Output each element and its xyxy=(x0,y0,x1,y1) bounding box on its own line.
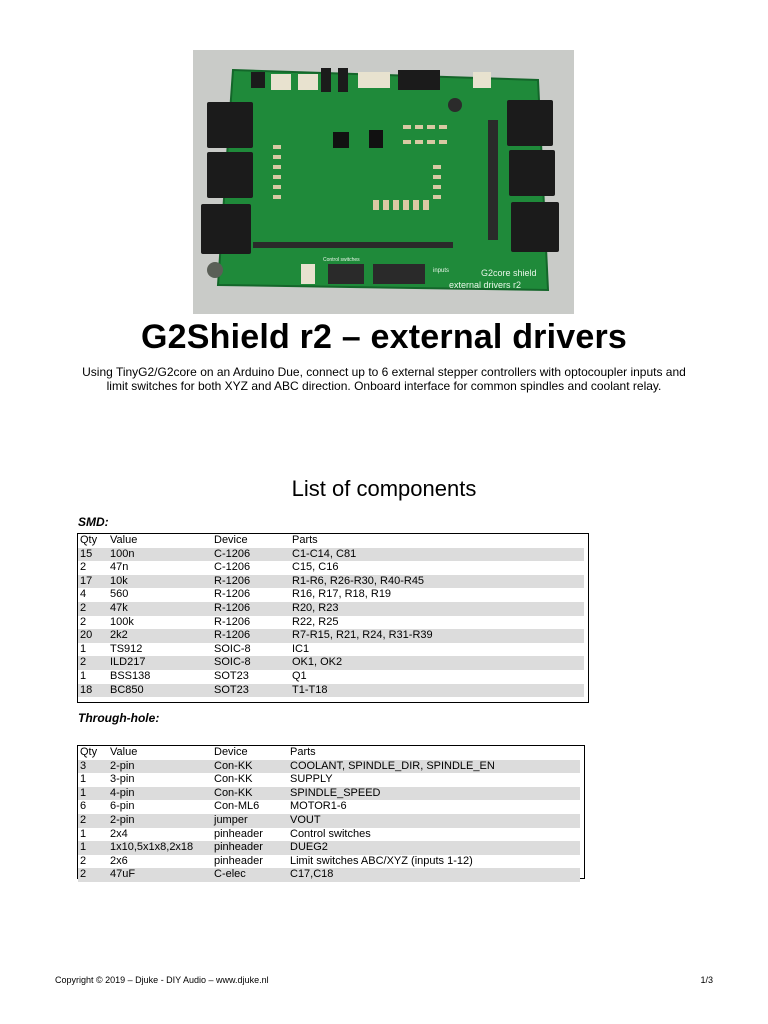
table-cell: IC1 xyxy=(292,642,310,655)
table-cell: 3 xyxy=(80,759,87,772)
table-cell: 1 xyxy=(80,669,87,682)
through-hole-label: Through-hole: xyxy=(78,711,160,725)
footer-page-number: 1/3 xyxy=(700,975,713,985)
table-cell: R20, R23 xyxy=(292,601,339,614)
pcb-photo xyxy=(193,50,574,314)
header-cell: Device xyxy=(214,534,248,546)
table-cell: C-elec xyxy=(214,868,246,881)
table-cell: 2 xyxy=(80,615,87,628)
table-cell: 100n xyxy=(110,547,135,560)
table-row xyxy=(78,575,584,589)
table-cell: OK1, OK2 xyxy=(292,656,343,669)
footer-copyright: Copyright © 2019 – Djuke - DIY Audio – www.djuke.nl xyxy=(55,975,269,985)
table-row xyxy=(78,602,584,616)
table-cell: Con-KK xyxy=(214,786,253,799)
table-cell: 1x10,5x1x8,2x18 xyxy=(110,841,194,854)
table-cell: T1-T18 xyxy=(292,683,328,696)
table-cell: 6-pin xyxy=(110,800,135,813)
smd-table xyxy=(77,533,589,703)
table-cell: 4 xyxy=(80,588,87,601)
header-cell: Value xyxy=(110,746,138,758)
table-cell: 2x4 xyxy=(110,827,128,840)
table-cell: VOUT xyxy=(290,813,321,826)
header-cell: Parts xyxy=(292,534,318,546)
table-cell: MOTOR1-6 xyxy=(290,800,347,813)
table-cell: 2 xyxy=(80,854,87,867)
table-cell: 1 xyxy=(80,827,87,840)
table-row xyxy=(78,561,588,575)
table-cell: SOIC-8 xyxy=(214,656,251,669)
table-cell: C17,C18 xyxy=(290,868,334,881)
table-row xyxy=(78,548,584,562)
table-cell: 18 xyxy=(80,683,93,696)
table-cell: C1-C14, C81 xyxy=(292,547,357,560)
table-cell: Con-ML6 xyxy=(214,800,260,813)
header-cell: Parts xyxy=(290,746,316,758)
motor-connectors-left xyxy=(201,102,253,254)
table-cell: BSS138 xyxy=(110,669,151,682)
page-title: G2Shield r2 – external drivers xyxy=(140,318,628,356)
table-cell: SOT23 xyxy=(214,683,249,696)
table-row xyxy=(78,787,580,801)
table-cell: 2 xyxy=(80,561,87,574)
table-cell: 47n xyxy=(110,561,129,574)
table-cell: 2-pin xyxy=(110,759,135,772)
table-cell: 20 xyxy=(80,629,93,642)
table-cell: pinheader xyxy=(214,827,263,840)
table-row xyxy=(78,800,584,814)
table-row xyxy=(78,760,580,774)
table-row xyxy=(78,773,584,787)
table-cell: COOLANT, SPINDLE_DIR, SPINDLE_EN xyxy=(290,759,495,772)
table-cell: R7-R15, R21, R24, R31-R39 xyxy=(292,629,433,642)
table-cell: jumper xyxy=(214,813,248,826)
table-cell: Q1 xyxy=(292,669,307,682)
table-cell: 47k xyxy=(110,601,128,614)
table-row xyxy=(78,841,580,855)
table-cell: 2 xyxy=(80,813,87,826)
table-cell: R-1206 xyxy=(214,615,251,628)
table-cell: ILD217 xyxy=(110,656,146,669)
table-row xyxy=(78,629,584,643)
table-cell: 6 xyxy=(80,800,87,813)
table-header xyxy=(78,746,584,760)
motor-connectors-right xyxy=(507,100,559,252)
table-cell: 1 xyxy=(80,841,87,854)
table-cell: 15 xyxy=(80,547,93,560)
table-row xyxy=(78,684,584,698)
table-cell: 100k xyxy=(110,615,134,628)
header-cell: Qty xyxy=(80,534,98,546)
table-cell: C-1206 xyxy=(214,547,251,560)
table-row xyxy=(78,616,588,630)
table-row xyxy=(78,855,584,869)
silk-control-switches: Control switches xyxy=(323,257,360,263)
table-cell: Con-KK xyxy=(214,759,253,772)
through-hole-table xyxy=(77,745,585,879)
table-cell: 2x6 xyxy=(110,854,128,867)
table-row xyxy=(78,588,588,602)
table-cell: DUEG2 xyxy=(290,841,328,854)
table-cell: R-1206 xyxy=(214,601,251,614)
board-label-2: external drivers r2 xyxy=(449,280,522,290)
table-cell: 2k2 xyxy=(110,629,128,642)
table-cell: 2-pin xyxy=(110,813,135,826)
table-cell: SUPPLY xyxy=(290,773,333,786)
table-cell: C15, C16 xyxy=(292,561,339,574)
table-cell: R1-R6, R26-R30, R40-R45 xyxy=(292,574,425,587)
table-cell: 47uF xyxy=(110,868,136,881)
table-header xyxy=(78,534,588,548)
table-cell: SOIC-8 xyxy=(214,642,251,655)
table-cell: R-1206 xyxy=(214,574,251,587)
table-cell: 2 xyxy=(80,656,87,669)
table-cell: BC850 xyxy=(110,683,144,696)
table-row xyxy=(78,643,588,657)
table-cell: 17 xyxy=(80,574,93,587)
table-cell: 1 xyxy=(80,786,87,799)
table-cell: 1 xyxy=(80,773,87,786)
table-row xyxy=(78,868,580,882)
table-cell: SPINDLE_SPEED xyxy=(290,786,381,799)
table-cell: 3-pin xyxy=(110,773,135,786)
table-row xyxy=(78,814,580,828)
table-cell: Control switches xyxy=(290,827,371,840)
header-cell: Qty xyxy=(80,746,98,758)
table-cell: Con-KK xyxy=(214,773,253,786)
table-cell: R-1206 xyxy=(214,588,251,601)
table-cell: 4-pin xyxy=(110,786,135,799)
table-cell: Limit switches ABC/XYZ (inputs 1-12) xyxy=(290,854,473,867)
table-cell: 10k xyxy=(110,574,128,587)
table-cell: 560 xyxy=(110,588,129,601)
smd-label: SMD: xyxy=(78,515,109,529)
section-title: List of components xyxy=(291,476,477,501)
table-cell: SOT23 xyxy=(214,669,249,682)
table-cell: R-1206 xyxy=(214,629,251,642)
table-cell: 2 xyxy=(80,601,87,614)
table-row xyxy=(78,670,588,684)
intro-paragraph: Using TinyG2/G2core on an Arduino Due, connect up to 6 external stepper controllers with optocoupler inputs and limit switches for both XYZ and ABC direction. Onboard interface for common spindles and coolant relay. xyxy=(82,365,686,393)
table-cell: R22, R25 xyxy=(292,615,339,628)
table-cell: R16, R17, R18, R19 xyxy=(292,588,392,601)
table-cell: C-1206 xyxy=(214,561,251,574)
table-cell: 1 xyxy=(80,642,87,655)
table-cell: TS912 xyxy=(110,642,143,655)
table-cell: 2 xyxy=(80,868,87,881)
board-label-1: G2core shield xyxy=(481,268,537,278)
table-row xyxy=(78,828,584,842)
silk-inputs: inputs xyxy=(433,268,450,274)
pcb-illustration xyxy=(193,50,574,314)
table-row xyxy=(78,656,584,670)
header-cell: Value xyxy=(110,534,138,546)
header-cell: Device xyxy=(214,746,248,758)
table-cell: pinheader xyxy=(214,841,263,854)
table-cell: pinheader xyxy=(214,854,263,867)
